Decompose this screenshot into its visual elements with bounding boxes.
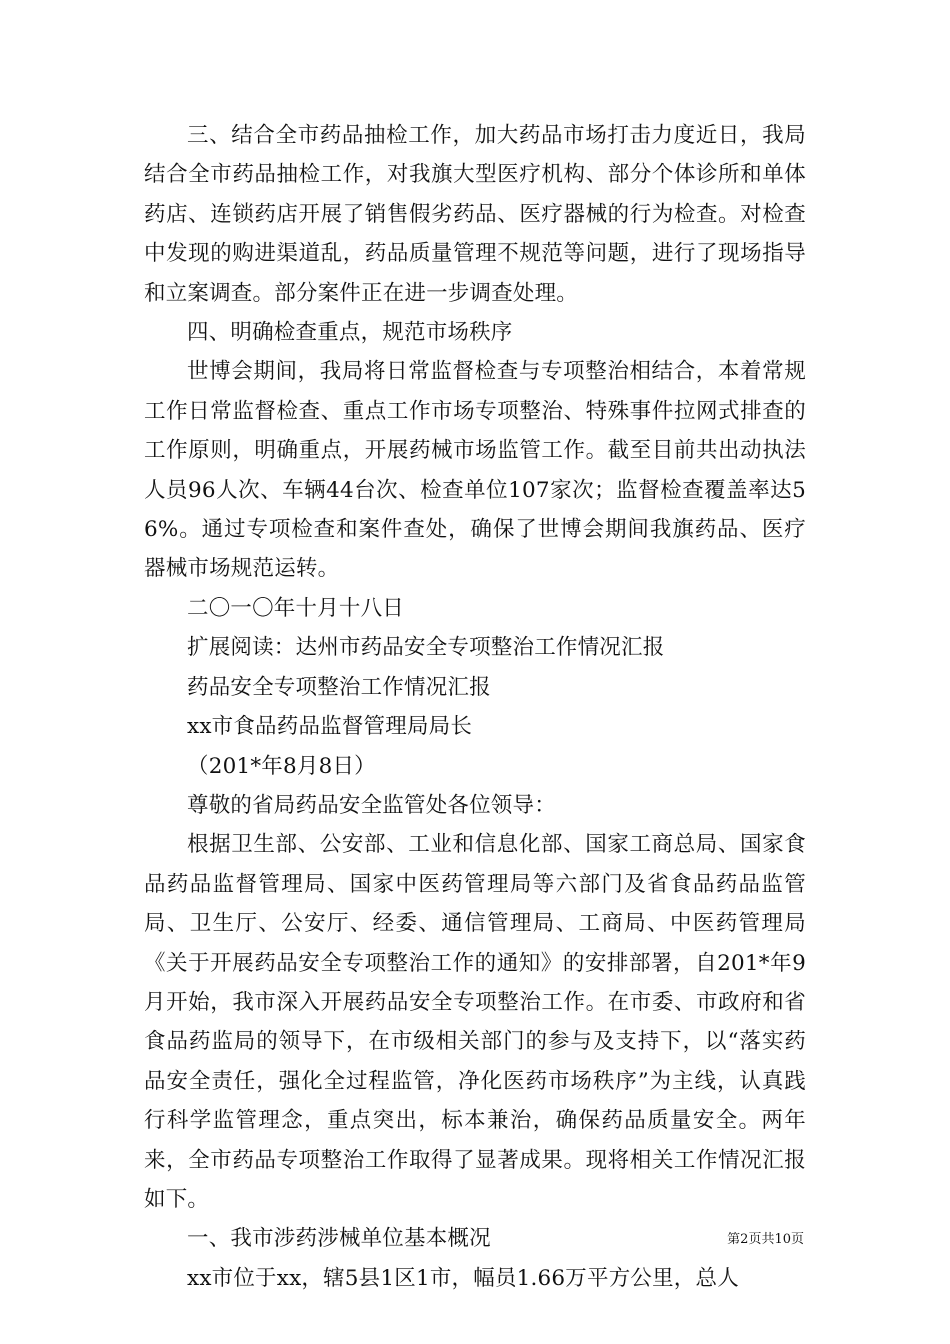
document-body <box>144 116 806 1298</box>
paragraph-background: 根据卫生部、公安部、工业和信息化部、国家工商总局、国家食品药品监督管理局、国家中医药管理局等六部门及省食品药品监管局、卫生厅、公安厅、经委、通信管理局、工商局、中医药管理局《关于开展药品安全专项整治工作的通知》的安排部署，自201*年9月开始，我市深入开展药品安全专项整治工作。在市委、市政府和省食品药监局的领导下，在市级相关部门的参与及支持下，以“落实药品安全责任，强化全过程监管，净化医药市场秩序”为主线，认真践行科学监管理念，重点突出，标本兼治，确保药品质量安全。两年来，全市药品专项整治工作取得了显著成果。现将相关工作情况汇报如下。 <box>144 832 806 1212</box>
paragraph-city-overview: xx市位于xx，辖5县1区1市，幅员1.66万平方公里，总人 <box>187 1265 739 1291</box>
report-date: （201*年8月8日） <box>187 753 376 779</box>
report-title: 药品安全专项整治工作情况汇报 <box>187 674 491 700</box>
document-date: 二〇一〇年十月十八日 <box>187 595 405 621</box>
paragraph-section-three: 三、结合全市药品抽检工作，加大药品市场打击力度近日，我局结合全市药品抽检工作，对我旗大型医疗机构、部分个体诊所和单体药店、连锁药店开展了销售假劣药品、医疗器械的行为检查。对检查中发现的购进渠道乱，药品质量管理不规范等问题，进行了现场指导和立案调查。部分案件正在进一步调查处理。 <box>144 123 806 306</box>
page-number-footer: 第2页共10页 <box>727 1232 804 1247</box>
paragraph-expo-inspection: 世博会期间，我局将日常监督检查与专项整治相结合，本着常规工作日常监督检查、重点工作市场专项整治、特殊事件拉网式排查的工作原则，明确重点，开展药械市场监管工作。截至目前共出动执法人员96人次、车辆44台次、检查单位107家次；监督检查覆盖率达56%。通过专项检查和案件查处，确保了世博会期间我旗药品、医疗器械市场规范运转。 <box>144 359 806 582</box>
extended-reading-title: 扩展阅读：达州市药品安全专项整治工作情况汇报 <box>187 635 665 661</box>
heading-section-one: 一、我市涉药涉械单位基本概况 <box>187 1226 491 1252</box>
salutation: 尊敬的省局药品安全监管处各位领导： <box>187 792 556 818</box>
heading-section-four: 四、明确检查重点，规范市场秩序 <box>187 320 513 346</box>
report-author: xx市食品药品监督管理局局长 <box>187 714 473 740</box>
